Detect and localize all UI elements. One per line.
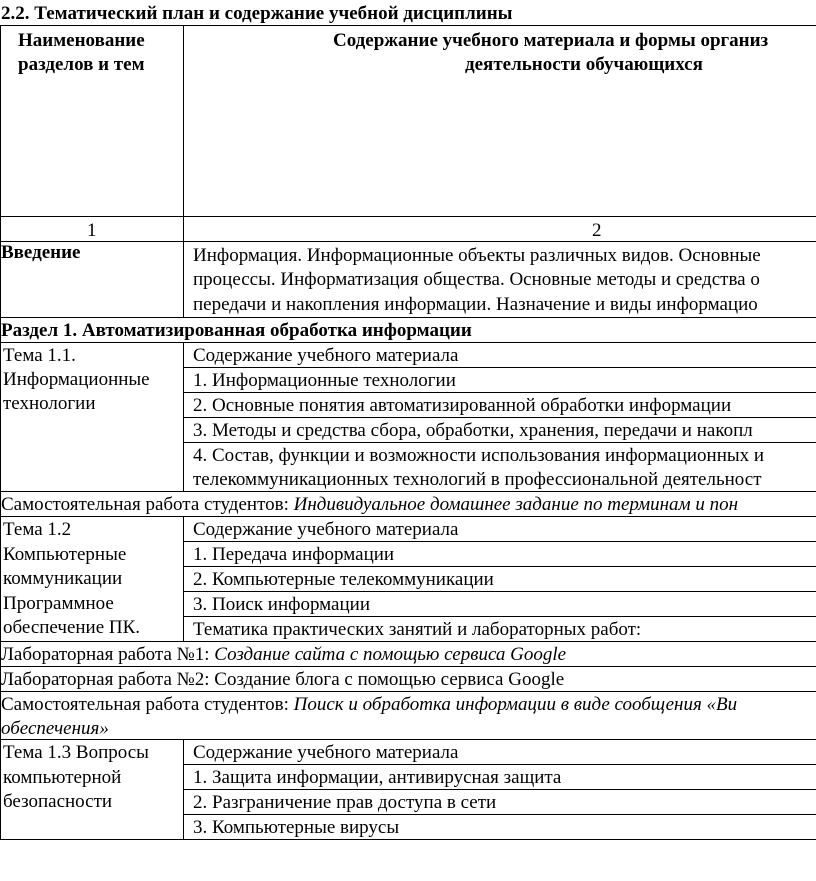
self-work-label: Самостоятельная работа студентов: bbox=[1, 494, 289, 515]
rule bbox=[0, 25, 1, 839]
content-item: 1. Передача информации bbox=[193, 544, 395, 565]
self-work-text: Поиск и обработка информации в виде сообщения «Ви bbox=[293, 694, 738, 715]
column-number-2: 2 bbox=[592, 220, 602, 241]
topic-name-line: безопасности bbox=[3, 791, 113, 812]
content-header: Содержание учебного материала bbox=[193, 742, 459, 763]
intro-line: передачи и накопления информации. Назначение и виды информацио bbox=[193, 294, 758, 315]
rule bbox=[183, 541, 816, 542]
content-item: 1. Информационные технологии bbox=[193, 370, 456, 391]
rule bbox=[183, 814, 816, 815]
rule bbox=[183, 591, 816, 592]
topic-name-line: Компьютерные bbox=[3, 544, 127, 565]
rule bbox=[183, 566, 816, 567]
rule bbox=[183, 616, 816, 617]
rule bbox=[0, 739, 816, 740]
intro-line: Информация. Информационные объекты различных видов. Основные bbox=[193, 245, 761, 266]
rule bbox=[0, 25, 816, 26]
rule bbox=[0, 216, 816, 217]
header-col2-line2: деятельности обучающихся bbox=[465, 54, 703, 75]
rule bbox=[0, 641, 816, 642]
self-work-row bbox=[1, 695, 737, 714]
rule bbox=[183, 367, 816, 368]
rule bbox=[183, 392, 816, 393]
topic-name-line: Тема 1.2 bbox=[3, 519, 72, 540]
rule bbox=[183, 789, 816, 790]
content-item: телекоммуникационных технологий в профессиональной деятельност bbox=[193, 469, 762, 490]
lab-text: Создание блога с помощью сервиса Google bbox=[214, 669, 565, 690]
self-work-text: Индивидуальное домашнее задание по терминам и пон bbox=[293, 494, 739, 515]
header-col2-line1: Содержание учебного материала и формы организ bbox=[333, 30, 769, 51]
self-work-text-continued: обеспечения» bbox=[1, 718, 109, 739]
topic-name-line: технологии bbox=[3, 393, 96, 414]
content-item: 3. Компьютерные вирусы bbox=[193, 817, 400, 838]
rule bbox=[183, 25, 184, 317]
intro-line: процессы. Информатизация общества. Основные методы и средства о bbox=[193, 269, 760, 290]
section-title: Раздел 1. Автоматизированная обработка информации bbox=[1, 320, 472, 341]
rule bbox=[183, 764, 816, 765]
lab-text: Создание сайта с помощью сервиса Google bbox=[214, 644, 567, 665]
topic-name-line: обеспечение ПК. bbox=[3, 617, 141, 638]
topic-name-line: Тема 1.3 Вопросы bbox=[3, 742, 149, 763]
topic-name-line: коммуникации bbox=[3, 568, 123, 589]
content-item: 1. Защита информации, антивирусная защита bbox=[193, 767, 562, 788]
intro-title: Введение bbox=[1, 242, 81, 263]
header-col1-line2: разделов и тем bbox=[18, 54, 145, 75]
self-work-row bbox=[1, 495, 738, 514]
self-work-label: Самостоятельная работа студентов: bbox=[1, 694, 289, 715]
content-item: 3. Методы и средства сбора, обработки, хранения, передачи и накопл bbox=[193, 420, 753, 441]
content-item: 3. Поиск информации bbox=[193, 594, 370, 615]
content-item: 4. Состав, функции и возможности использования информационных и bbox=[193, 445, 765, 466]
rule bbox=[183, 739, 184, 839]
topic-name-line: компьютерной bbox=[3, 767, 122, 788]
header-col1-line1: Наименование bbox=[18, 30, 145, 51]
content-header: Содержание учебного материала bbox=[193, 519, 459, 540]
rule bbox=[0, 666, 816, 667]
lab-label: Лабораторная работа №1: bbox=[1, 644, 210, 665]
content-item: 2. Основные понятия автоматизированной обработки информации bbox=[193, 395, 732, 416]
rule bbox=[0, 691, 816, 692]
rule bbox=[183, 442, 816, 443]
column-number-1: 1 bbox=[87, 220, 97, 241]
lab-label: Лабораторная работа №2: bbox=[1, 669, 210, 690]
rule bbox=[0, 491, 816, 492]
rule bbox=[0, 516, 816, 517]
content-item: Тематика практических занятий и лабораторных работ: bbox=[193, 619, 642, 640]
rule bbox=[0, 342, 816, 343]
content-item: 2. Компьютерные телекоммуникации bbox=[193, 569, 494, 590]
topic-name-line: Тема 1.1. bbox=[3, 345, 76, 366]
content-header: Содержание учебного материала bbox=[193, 345, 459, 366]
rule bbox=[183, 342, 184, 491]
lab-row bbox=[1, 670, 564, 689]
content-item: 2. Разграничение прав доступа в сети bbox=[193, 792, 497, 813]
rule bbox=[0, 839, 816, 840]
topic-name-line: Программное bbox=[3, 593, 114, 614]
topic-name-line: Информационные bbox=[3, 369, 150, 390]
lab-row bbox=[1, 645, 566, 664]
rule bbox=[0, 241, 816, 242]
page-title: 2.2. Тематический план и содержание учебной дисциплины bbox=[1, 3, 513, 24]
rule bbox=[183, 417, 816, 418]
rule bbox=[183, 516, 184, 641]
rule bbox=[0, 317, 816, 318]
